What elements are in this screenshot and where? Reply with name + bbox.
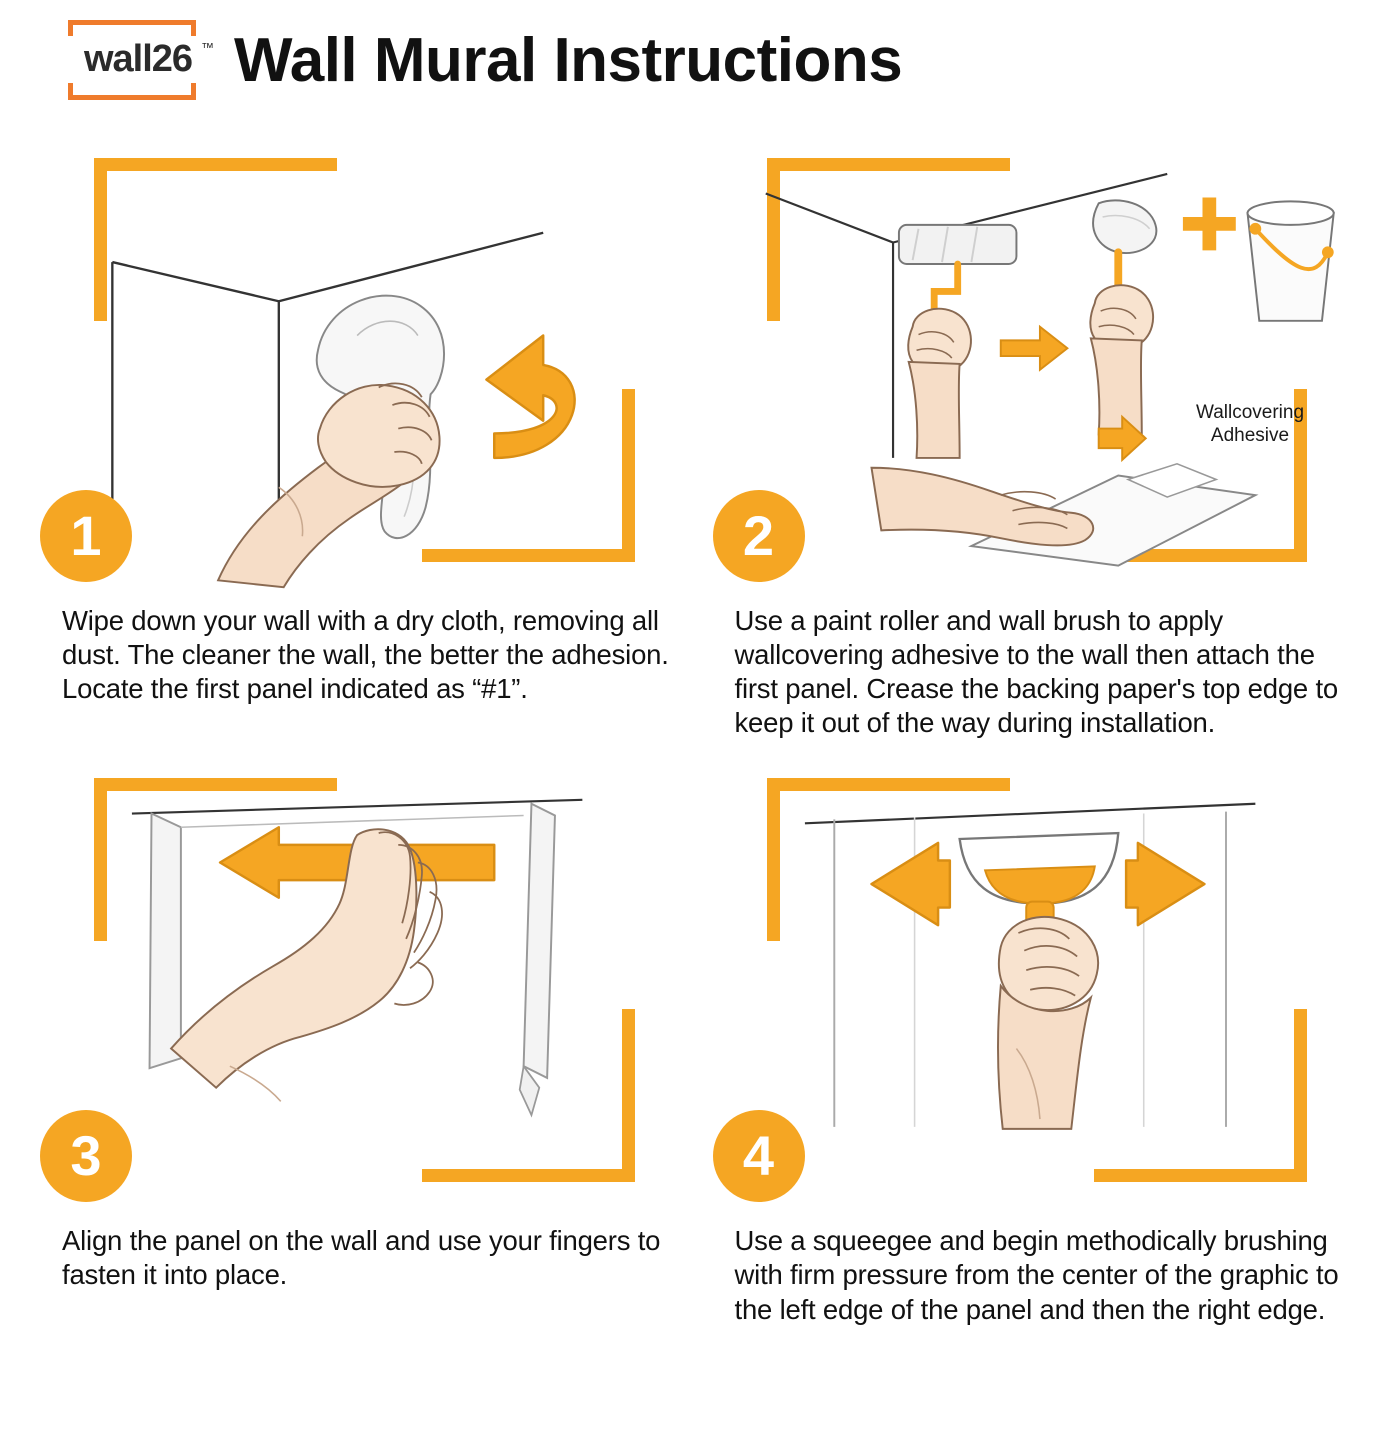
step-2-caption: Use a paint roller and wall brush to apply wallcovering adhesive to the wall then attach the first panel. Crease the backing paper's top edge to keep it out of the way during installation. [734, 605, 1338, 739]
step-3-caption: Align the panel on the wall and use your fingers to fasten it into place. [62, 1225, 661, 1291]
step-number-badge: 2 [713, 490, 805, 582]
step-number-badge: 3 [40, 1110, 132, 1202]
step-1-caption: Wipe down your wall with a dry cloth, removing all dust. The cleaner the wall, the better the adhesion. Locate the first panel indicated as “#1”. [62, 605, 669, 705]
instruction-steps-grid [0, 120, 1377, 1327]
step-1-figure [34, 130, 671, 590]
logo-trademark-symbol: ™ [201, 40, 214, 55]
step-4-figure [707, 750, 1344, 1210]
step-number-badge: 1 [40, 490, 132, 582]
wall26-logo [58, 14, 214, 106]
adhesive-label: Wallcovering Adhesive [1195, 402, 1305, 446]
logo-wordmark: wall26 [58, 36, 218, 83]
step-number-badge: 4 [713, 1110, 805, 1202]
step-3 [16, 740, 689, 1326]
step-4 [689, 740, 1362, 1326]
step-3-figure [34, 750, 671, 1210]
step-2-figure [707, 130, 1344, 590]
page-header [0, 0, 1377, 120]
step-4-caption: Use a squeegee and begin methodically brushing with firm pressure from the center of the graphic to the left edge of the panel and then the right edge. [734, 1225, 1339, 1325]
page-title: Wall Mural Instructions [234, 25, 903, 95]
step-1 [16, 120, 689, 740]
step-2 [689, 120, 1362, 740]
